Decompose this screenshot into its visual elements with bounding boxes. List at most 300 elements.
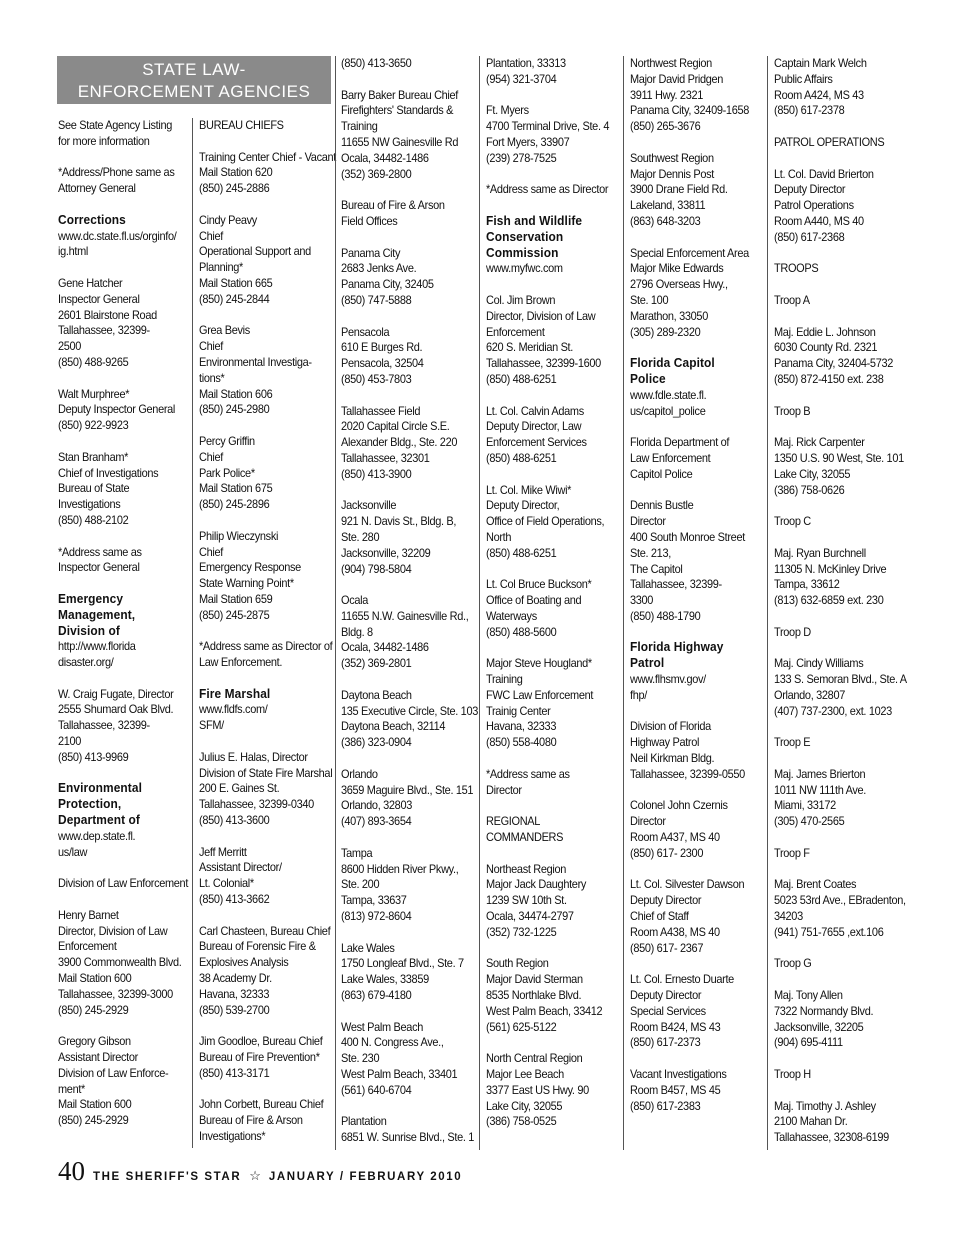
entry-line: 11655 N.W. Gainesville Rd., xyxy=(341,609,469,623)
entry-line: Major Mike Edwards xyxy=(630,262,724,276)
entry-line: Pensacola xyxy=(341,325,390,339)
entry-line: Tallahassee, 32399- xyxy=(58,324,150,338)
entry-line: Mail Station 675 xyxy=(199,482,273,496)
agency-heading: Management, xyxy=(58,607,136,622)
entry-line: 3377 East US Hwy. 90 xyxy=(486,1083,589,1097)
entry-line: (850) 617- 2300 xyxy=(630,846,704,860)
entry-line: Lake City, 32055 xyxy=(774,467,851,481)
entry-line: 6030 County Rd. 2321 xyxy=(774,341,878,355)
entry-line: Maj. Tony Allen xyxy=(774,989,843,1003)
entry-line: Major David Sterman xyxy=(486,973,583,987)
entry-line: Philip Wieczynski xyxy=(199,529,279,543)
entry-line: Enforcement xyxy=(486,325,545,339)
entry-line: tions* xyxy=(199,371,225,385)
entry-line: (863) 679-4180 xyxy=(341,989,412,1003)
entry-line: Ste. 230 xyxy=(341,1052,380,1066)
entry-line: Park Police* xyxy=(199,466,255,480)
entry-line: (850) 488-9265 xyxy=(58,355,129,369)
entry-line: Tallahassee, 32301 xyxy=(341,451,430,465)
entry-line: (305) 470-2565 xyxy=(774,815,845,829)
entry-block xyxy=(58,165,198,197)
entry-line: 2100 xyxy=(58,735,82,749)
entry-block xyxy=(486,767,626,799)
column-1 xyxy=(58,118,206,1150)
entry-line: Room A437, MS 40 xyxy=(630,831,720,845)
entry-line: West Palm Beach, 33401 xyxy=(341,1068,458,1081)
entry-line: Director xyxy=(630,515,666,529)
column-divider xyxy=(479,56,480,1150)
entry-line: Tampa xyxy=(341,846,373,860)
entry-line: 3900 Drane Field Rd. xyxy=(630,183,728,197)
entry-block xyxy=(341,688,481,751)
entry-line: Lt. Col. Calvin Adams xyxy=(486,404,584,418)
entry-line: Major Dennis Post xyxy=(630,167,714,181)
entry-line: Tampa, 33637 xyxy=(341,894,407,908)
entry-block xyxy=(58,387,198,434)
column-divider xyxy=(623,56,624,1150)
entry-line: Daytona Beach, 32114 xyxy=(341,720,446,734)
entry-line: (850) 558-4080 xyxy=(486,736,557,750)
entry-line: 1350 U.S. 90 West, Ste. 101 xyxy=(774,451,904,465)
entry-line: Ocala xyxy=(341,594,369,608)
entry-line: 2020 Capital Circle S.E. xyxy=(341,420,450,434)
entry-line: (941) 751-7655 ,ext.106 xyxy=(774,925,884,939)
entry-block xyxy=(630,56,770,135)
agency-url: http://www.florida xyxy=(58,640,136,654)
entry-line: (561) 640-6704 xyxy=(341,1083,412,1097)
entry-line: (850) 413-3171 xyxy=(199,1066,270,1080)
entry-block xyxy=(486,483,626,562)
entry-line: (850) 413-3600 xyxy=(199,814,270,828)
entry-line: REGIONAL xyxy=(486,815,541,829)
entry-line: Division of Florida xyxy=(630,720,711,734)
entry-line: Northwest Region xyxy=(630,57,712,70)
entry-block xyxy=(630,972,770,1051)
entry-block xyxy=(58,276,198,371)
entry-line: Deputy Director xyxy=(630,989,702,1003)
entry-line: Fort Myers, 33907 xyxy=(486,135,570,149)
entry-line: Enforcement Services xyxy=(486,436,587,450)
entry-line: State Warning Point* xyxy=(199,577,294,591)
entry-line: ment* xyxy=(58,1082,86,1096)
entry-block xyxy=(486,404,626,467)
entry-line: (904) 798-5804 xyxy=(341,562,412,576)
entry-line: Bureau of Fire & Arson xyxy=(199,1114,303,1128)
entry-line: Barry Baker Bureau Chief xyxy=(341,88,459,102)
entry-block xyxy=(199,323,339,418)
agency-url: www.myfwc.com xyxy=(486,262,563,276)
entry-line: Emergency Response xyxy=(199,561,301,575)
agency-url: us/law xyxy=(58,845,88,859)
agency-heading: Florida Highway xyxy=(630,640,724,655)
entry-line: Assistant Director xyxy=(58,1051,138,1065)
entry-line: (850) 872-4150 ext. 238 xyxy=(774,372,884,386)
entry-line: (850) 488-1790 xyxy=(630,609,701,623)
entry-line: Assistant Director/ xyxy=(199,861,282,875)
entry-line: 400 N. Congress Ave., xyxy=(341,1036,444,1050)
agency-url: ig.html xyxy=(58,245,88,259)
entry-line: Ste. 100 xyxy=(630,293,669,307)
entry-line: (352) 732-1225 xyxy=(486,925,557,939)
entry-line: Deputy Director xyxy=(774,183,846,197)
entry-line: Tallahassee, 32399-0550 xyxy=(630,767,745,781)
entry-line: Julius E. Halas, Director xyxy=(199,750,308,764)
entry-line: Mail Station 606 xyxy=(199,387,273,401)
entry-line: Maj. Cindy Williams xyxy=(774,657,864,671)
entry-line: Mail Station 600 xyxy=(58,1098,132,1112)
page-number: 40 xyxy=(58,1156,85,1186)
entry-line: Chief of Investigations xyxy=(58,466,159,480)
agency-heading-block xyxy=(199,687,339,734)
entry-line: Deputy Director, xyxy=(486,499,560,513)
entry-line: Maj. Brent Coates xyxy=(774,878,857,892)
entry-block xyxy=(486,1051,626,1130)
entry-line: Maj. James Brierton xyxy=(774,767,866,781)
entry-line: Lt. Colonial* xyxy=(199,877,254,891)
entry-line: Division of Law Enforcement xyxy=(58,877,189,891)
agency-url: www.dc.state.fl.us/orginfo/ xyxy=(58,229,177,243)
entry-line: Director xyxy=(630,815,666,829)
page-footer xyxy=(58,1156,462,1186)
entry-line: 200 E. Gaines St. xyxy=(199,782,280,796)
entry-block xyxy=(774,625,914,641)
entry-line: John Corbett, Bureau Chief xyxy=(199,1098,324,1112)
entry-line: Room B457, MS 45 xyxy=(630,1083,721,1097)
column-divider xyxy=(767,56,768,1150)
entry-line: 3911 Hwy. 2321 xyxy=(630,88,704,102)
entry-line: Capitol Police xyxy=(630,467,693,481)
entry-block xyxy=(486,956,626,1035)
entry-line: Havana, 32333 xyxy=(486,720,557,734)
entry-line: North Central Region xyxy=(486,1052,583,1066)
entry-line: Director xyxy=(486,783,522,797)
entry-line: (850) 413-3662 xyxy=(199,893,270,907)
entry-line: 400 South Monroe Street xyxy=(630,530,745,544)
agency-heading-block xyxy=(58,213,198,260)
entry-line: Inspector General xyxy=(58,561,140,575)
entry-line: 2683 Jenks Ave. xyxy=(341,262,417,276)
entry-line: (850) 245-2929 xyxy=(58,1114,129,1128)
agency-heading: Department of xyxy=(58,813,140,828)
entry-line: Tallahassee, 32399- xyxy=(630,578,722,592)
entry-line: Havana, 32333 xyxy=(199,987,270,1001)
entry-line: Panama City, 32404-5732 xyxy=(774,357,894,371)
agency-heading-block xyxy=(58,781,198,860)
entry-line: (352) 369-2800 xyxy=(341,167,412,181)
entry-line: Troop D xyxy=(774,625,811,639)
entry-block xyxy=(774,404,914,420)
entry-line: Lt. Col. David Brierton xyxy=(774,167,874,181)
entry-line: FWC Law Enforcement xyxy=(486,688,594,702)
agency-heading: Police xyxy=(630,371,666,386)
agency-heading: Fire Marshal xyxy=(199,686,271,701)
entry-line: Mail Station 600 xyxy=(58,972,132,986)
entry-line: Office of Field Operations, xyxy=(486,515,605,529)
publication-name: THE SHERIFF'S STAR xyxy=(93,1171,242,1183)
entry-block xyxy=(774,988,914,1051)
agency-heading: Conservation xyxy=(486,229,564,244)
entry-line: 921 N. Davis St., Bldg. B, xyxy=(341,515,457,529)
entry-line: (850) 488-6251 xyxy=(486,546,557,560)
entry-block xyxy=(199,845,339,908)
entry-line: 4700 Terminal Drive, Ste. 4 xyxy=(486,120,610,134)
entry-block xyxy=(630,246,770,341)
entry-line: Percy Griffin xyxy=(199,434,255,448)
entry-line: 11655 NW Gainesville Rd xyxy=(341,135,459,149)
entry-line: 2796 Overseas Hwy., xyxy=(630,278,728,292)
entry-block xyxy=(199,924,339,1019)
entry-block xyxy=(341,941,481,1004)
entry-block xyxy=(199,434,339,513)
entry-line: (813) 632-6859 ext. 230 xyxy=(774,594,884,608)
entry-line: (850) 245-2886 xyxy=(199,182,270,196)
entry-line: *Address same as xyxy=(58,545,142,559)
entry-block xyxy=(199,1097,339,1144)
entry-line: (850) 617-2378 xyxy=(774,104,845,118)
entry-line: Troop B xyxy=(774,404,811,418)
entry-line: (813) 972-8604 xyxy=(341,910,412,924)
entry-line: 135 Executive Circle, Ste. 103 xyxy=(341,704,478,718)
agency-heading-block xyxy=(630,640,770,703)
entry-line: Mail Station 665 xyxy=(199,276,273,290)
entry-line: *Address same as Director of xyxy=(199,640,333,654)
entry-line: Deputy Inspector General xyxy=(58,403,176,417)
entry-line: Training Center Chief - Vacant xyxy=(199,150,336,164)
entry-line: (850) 747-5888 xyxy=(341,293,412,307)
entry-line: 2100 Mahan Dr. xyxy=(774,1115,848,1129)
entry-line: (850) 617- 2367 xyxy=(630,941,704,955)
entry-line: Division of Law Enforce- xyxy=(58,1066,169,1080)
section-banner xyxy=(57,56,331,104)
entry-line: Lt. Col. Ernesto Duarte xyxy=(630,973,734,987)
entry-block xyxy=(341,1114,481,1146)
entry-block xyxy=(341,498,481,577)
entry-line: (850) 245-2875 xyxy=(199,608,270,622)
agency-heading: Corrections xyxy=(58,212,126,227)
entry-block xyxy=(774,435,914,498)
entry-line: Trainig Center xyxy=(486,704,551,718)
entry-block xyxy=(486,56,626,88)
entry-line: 2601 Blairstone Road xyxy=(58,308,157,322)
entry-line: Major David Pridgen xyxy=(630,72,724,86)
entry-line: 133 S. Semoran Blvd., Ste. A xyxy=(774,673,907,687)
entry-line: (850) 245-2929 xyxy=(58,1003,129,1017)
entry-block xyxy=(199,213,339,308)
entry-line: Carl Chasteen, Bureau Chief xyxy=(199,924,331,938)
entry-line: Office of Boating and xyxy=(486,594,582,608)
entry-line: Director, Division of Law xyxy=(486,309,596,323)
agency-url: www.fdle.state.fl. xyxy=(630,388,707,402)
entry-line: Room A440, MS 40 xyxy=(774,214,864,228)
entry-block xyxy=(630,498,770,624)
entry-line: Enforcement xyxy=(58,940,117,954)
entry-line: Panama City, 32405 xyxy=(341,278,434,292)
entry-line: (239) 278-7525 xyxy=(486,151,557,165)
entry-line: Training xyxy=(486,673,523,687)
entry-line: (850) 488-2102 xyxy=(58,513,129,527)
entry-line: Lake Wales xyxy=(341,941,395,955)
entry-line: Jim Goodloe, Bureau Chief xyxy=(199,1035,323,1049)
entry-line: Orlando, 32807 xyxy=(774,688,845,702)
entry-line: Investigations xyxy=(58,498,121,512)
entry-block xyxy=(774,1067,914,1083)
entry-line: Lt. Col. Silvester Dawson xyxy=(630,878,745,892)
entry-line: Bureau of Forensic Fire & xyxy=(199,940,316,954)
entry-block xyxy=(58,450,198,529)
entry-block xyxy=(774,261,914,277)
entry-line: Troop G xyxy=(774,957,812,971)
entry-line: (850) 488-6251 xyxy=(486,372,557,386)
entry-line: 34203 xyxy=(774,910,803,924)
column-2 xyxy=(199,118,347,1150)
entry-line: Special Services xyxy=(630,1004,706,1018)
entry-line: Chief xyxy=(199,545,223,559)
entry-block xyxy=(774,167,914,246)
entry-line: Tampa, 33612 xyxy=(774,578,840,592)
entry-block xyxy=(58,118,198,150)
entry-line: Tallahassee, 32399-0340 xyxy=(199,798,314,812)
entry-line: Bureau of Fire Prevention* xyxy=(199,1051,320,1065)
entry-line: Public Affairs xyxy=(774,72,833,86)
entry-line: 3900 Commonwealth Blvd. xyxy=(58,956,182,970)
entry-line: Troop H xyxy=(774,1068,811,1081)
entry-line: Maj. Eddie L. Johnson xyxy=(774,325,876,339)
entry-line: Gregory Gibson xyxy=(58,1035,131,1049)
entry-line: Bldg. 8 xyxy=(341,625,373,639)
entry-line: Tallahassee, 32399-3000 xyxy=(58,987,173,1001)
entry-line: Room B424, MS 43 xyxy=(630,1020,721,1034)
entry-line: Walt Murphree* xyxy=(58,387,130,401)
entry-line: Lake Wales, 33859 xyxy=(341,973,429,987)
entry-line: Room A424, MS 43 xyxy=(774,88,864,102)
entry-line: (386) 758-0626 xyxy=(774,483,845,497)
entry-line: Bureau of State xyxy=(58,482,130,496)
entry-block xyxy=(341,88,481,183)
entry-line: Maj. Timothy J. Ashley xyxy=(774,1099,876,1113)
entry-block xyxy=(199,150,339,197)
entry-line: Neil Kirkman Bldg. xyxy=(630,752,715,766)
entry-line: 8600 Hidden River Pkwy., xyxy=(341,862,459,876)
entry-block xyxy=(630,877,770,956)
entry-block xyxy=(774,956,914,972)
agency-url: www.dep.state.fl. xyxy=(58,829,136,843)
entry-block xyxy=(486,182,626,198)
entry-block xyxy=(774,325,914,388)
entry-line: *Address/Phone same as xyxy=(58,166,175,180)
entry-line: Dennis Bustle xyxy=(630,499,694,513)
entry-line: Planning* xyxy=(199,261,243,275)
entry-line: Operational Support and xyxy=(199,245,311,259)
entry-line: Patrol Operations xyxy=(774,199,854,213)
agency-heading: Protection, xyxy=(58,797,122,812)
entry-line: Orlando, 32803 xyxy=(341,799,412,813)
entry-line: Chief xyxy=(199,450,223,464)
agency-heading: Division of xyxy=(58,623,120,638)
entry-line: (850) 922-9923 xyxy=(58,419,129,433)
entry-block xyxy=(774,56,914,119)
entry-line: Ste. 213, xyxy=(630,546,671,560)
entry-line: (850) 413-3900 xyxy=(341,467,412,481)
entry-block xyxy=(341,404,481,483)
entry-line: (850) 617-2368 xyxy=(774,230,845,244)
entry-line: Chief xyxy=(199,229,223,243)
entry-line: Law Enforcement xyxy=(630,451,711,465)
entry-line: Pensacola, 32504 xyxy=(341,357,424,371)
entry-line: (863) 648-3203 xyxy=(630,214,701,228)
entry-line: Marathon, 33050 xyxy=(630,309,708,323)
entry-block xyxy=(774,846,914,862)
entry-block xyxy=(774,735,914,751)
entry-line: Grea Bevis xyxy=(199,324,250,338)
entry-line: See State Agency Listing xyxy=(58,119,173,132)
entry-block xyxy=(341,767,481,830)
entry-line: (386) 323-0904 xyxy=(341,736,412,750)
entry-line: West Palm Beach, 33412 xyxy=(486,1004,603,1018)
entry-line: (352) 369-2801 xyxy=(341,657,412,671)
entry-block xyxy=(486,814,626,846)
entry-line: Bureau of Fire & Arson xyxy=(341,199,445,213)
column-divider xyxy=(335,56,336,1150)
entry-line: Panama City, 32409-1658 xyxy=(630,104,750,118)
entry-line: Explosives Analysis xyxy=(199,956,289,970)
entry-block xyxy=(58,876,198,892)
entry-line: Orlando xyxy=(341,767,378,781)
entry-block xyxy=(774,1099,914,1146)
entry-line: 1011 NW 111th Ave. xyxy=(774,783,866,797)
entry-line: Maj. Rick Carpenter xyxy=(774,436,865,450)
column-5 xyxy=(630,56,778,1150)
entry-line: South Region xyxy=(486,957,549,971)
entry-line: Tallahassee, 32308-6199 xyxy=(774,1131,889,1145)
entry-line: (904) 695-4111 xyxy=(774,1036,843,1050)
agency-url: SFM/ xyxy=(199,719,224,733)
issue-date: JANUARY / FEBRUARY 2010 xyxy=(268,1171,463,1183)
entry-block xyxy=(486,656,626,751)
entry-line: (850) 453-7803 xyxy=(341,372,412,386)
agency-url: fhp/ xyxy=(630,688,647,702)
entry-line: Major Steve Hougland* xyxy=(486,657,592,671)
entry-line: Room A438, MS 40 xyxy=(630,925,720,939)
entry-line: Tallahassee Field xyxy=(341,404,421,418)
column-divider xyxy=(192,118,193,1148)
agency-url: www.fldfs.com/ xyxy=(199,703,268,717)
entry-line: Captain Mark Welch xyxy=(774,57,867,70)
entry-block xyxy=(341,198,481,230)
entry-line: Jacksonville xyxy=(341,499,397,513)
entry-line: Jacksonville, 32209 xyxy=(341,546,431,560)
entry-line: Attorney General xyxy=(58,182,136,196)
entry-line: Plantation xyxy=(341,1115,387,1129)
agency-heading: Patrol xyxy=(630,656,665,671)
entry-line: Deputy Director xyxy=(630,894,702,908)
agency-heading-block xyxy=(630,356,770,419)
entry-line: (305) 289-2320 xyxy=(630,325,701,339)
entry-block xyxy=(774,293,914,309)
entry-block xyxy=(341,325,481,388)
entry-block xyxy=(486,293,626,388)
entry-line: (850) 265-3676 xyxy=(630,120,701,134)
entry-line: Col. Jim Brown xyxy=(486,293,556,307)
entry-line: Investigations* xyxy=(199,1130,266,1143)
entry-line: Ocala, 34482-1486 xyxy=(341,641,429,655)
entry-line: Tallahassee, 32399- xyxy=(58,719,150,733)
entry-line: (850) 488-5600 xyxy=(486,625,557,639)
entry-block xyxy=(58,908,198,1019)
entry-block xyxy=(341,846,481,925)
entry-line: Lakeland, 33811 xyxy=(630,199,706,213)
entry-line: (850) 245-2980 xyxy=(199,403,270,417)
entry-line: Ocala, 34474-2797 xyxy=(486,910,574,924)
